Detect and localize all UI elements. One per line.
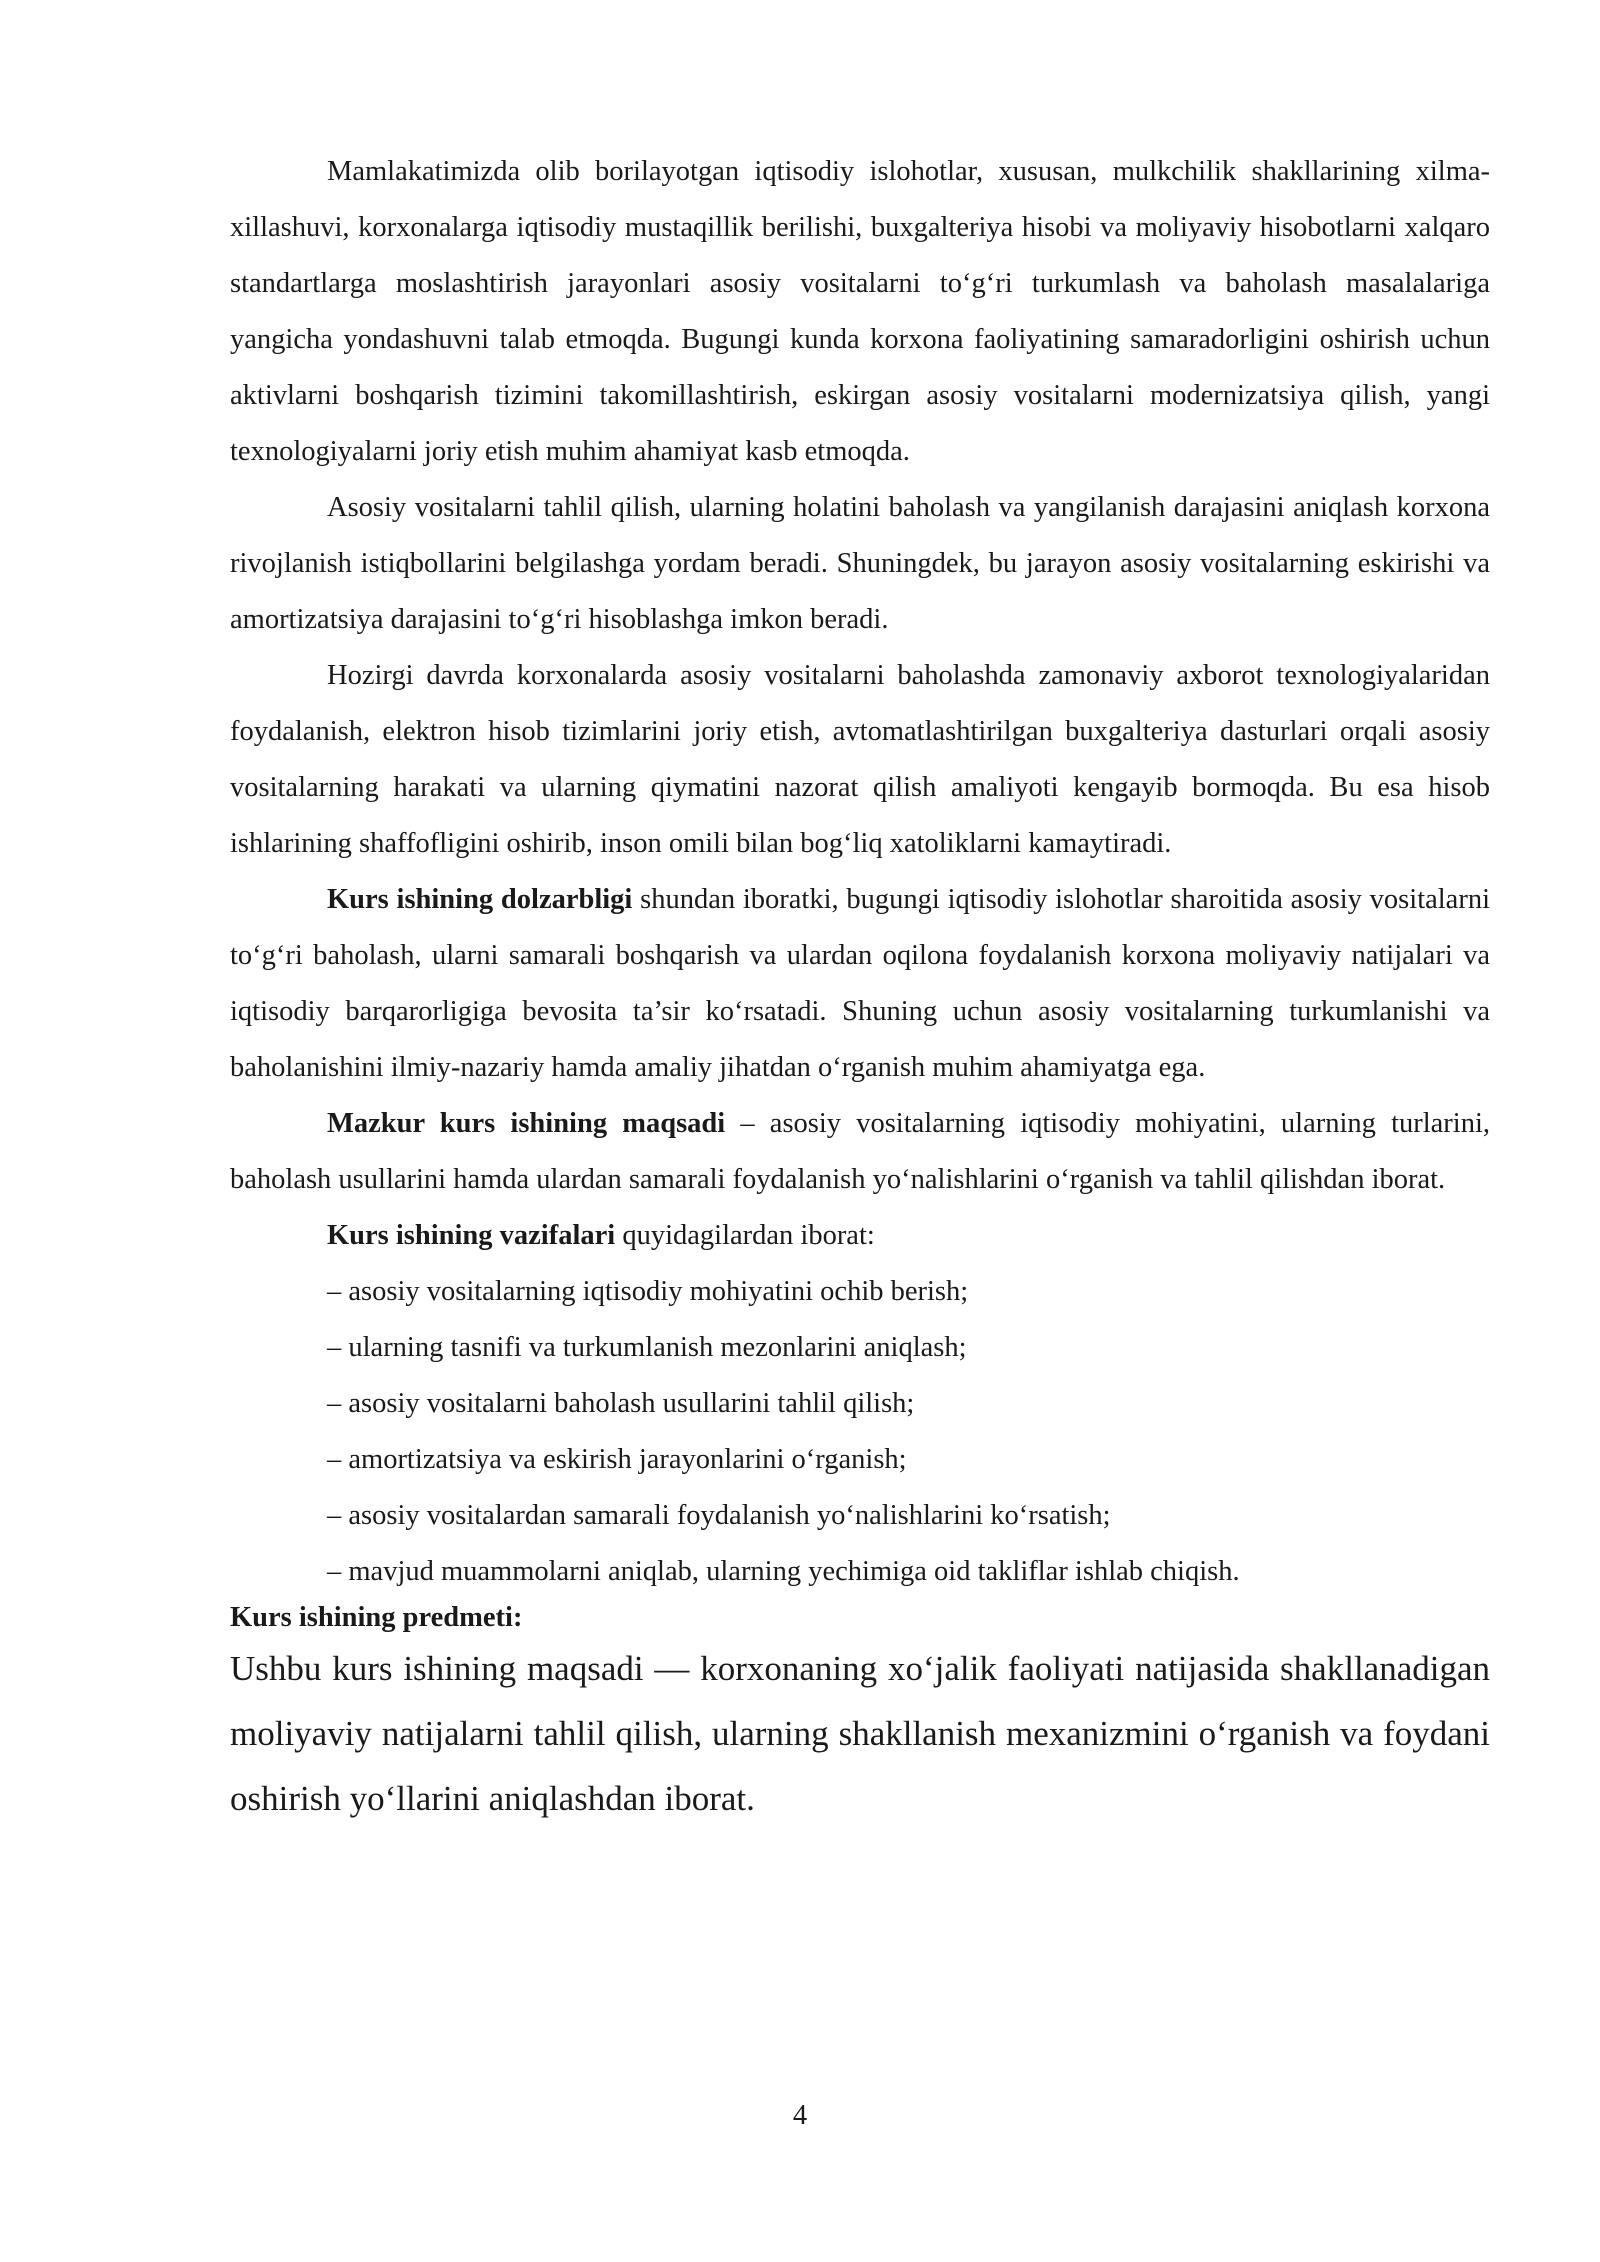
paragraph-intro: Mamlakatimizda olib borilayotgan iqtisodiy islohotlar, xususan, mulkchilik shakllarining xilma-xillashuvi, korxonalarga iqtisodiy mustaqillik berilishi, buxgalteriya hisobi va moliyaviy hisobotlarni xalqaro standartlarga moslashtirish jarayonlari asosiy vositalarni to‘g‘ri turkumlash va baholash masalalariga yangicha yondashuvni talab etmoqda. Bugungi kunda korxona faoliyatining samaradorligini oshirish uchun aktivlarni boshqarish tizimini takomillashtirish, eskirgan asosiy vositalarni modernizatsiya qilish, yangi texnologiyalarni joriy etish muhim ahamiyat kasb etmoqda. [230,156,1490,467]
relevance-heading: Kurs ishining dolzarbligi [327,884,633,915]
paragraph-analysis: Asosiy vositalarni tahlil qilish, ularning holatini baholash va yangilanish darajasini aniqlash korxona rivojlanish istiqbollarini belgilashga yordam beradi. Shuningdek, bu jarayon asosiy vositalarning eskirishi va amortizatsiya darajasini to‘g‘ri hisoblashga imkon beradi. [230,492,1490,635]
tasks-intro-text: quyidagilardan iborat: [615,1220,875,1251]
relevance-text: shundan iboratki, bugungi iqtisodiy islohotlar sharoitida asosiy vositalarni to‘g‘ri baholash, ularni samarali boshqarish va ulardan oqilona foydalanish korxona moliyaviy natijalari va iqtisodiy barqarorligiga bevosita ta’sir ko‘rsatadi. Shuning uchun asosiy vositalarning turkumlanishi va baholanishini ilmiy-nazariy hamda amaliy jihatdan o‘rganish muhim ahamiyatga ega. [230,884,1490,1083]
tasks-list [230,1264,1490,1600]
paragraph-technology: Hozirgi davrda korxonalarda asosiy vositalarni baholashda zamonaviy axborot texnologiyalaridan foydalanish, elektron hisob tizimlarini joriy etish, avtomatlashtirilgan buxgalteriya dasturlari orqali asosiy vositalarning harakati va ularning qiymatini nazorat qilish amaliyoti kengayib bormoqda. Bu esa hisob ishlarining shaffofligini oshirib, inson omili bilan bog‘liq xatoliklarni kamaytiradi. [230,660,1490,859]
subject-body: Ushbu kurs ishining maqsadi — korxonaning xo‘jalik faoliyati natijasida shakllanadigan moliyaviy natijalarni tahlil qilish, ularning shakllanish mexanizmini o‘rganish va foydani oshirish yo‘llarini aniqlashdan iborat. [230,1649,1490,1818]
list-item: – asosiy vositalardan samarali foydalanish yo‘nalishlarini ko‘rsatish; [327,1500,1111,1531]
list-item: – mavjud muammolarni aniqlab, ularning yechimiga oid takliflar ishlab chiqish. [327,1556,1240,1587]
goal-text: – asosiy vositalarning iqtisodiy mohiyatini, ularning turlarini, baholash usullarini hamda ulardan samarali foydalanish yo‘nalishlarini o‘rganish va tahlil qilishdan iborat. [230,1108,1490,1195]
tasks-heading: Kurs ishining vazifalari [327,1220,616,1251]
paragraph-relevance [230,872,1490,1096]
list-item: – amortizatsiya va eskirish jarayonlarini o‘rganish; [327,1444,907,1475]
subject-heading: Kurs ishining predmeti: [230,1602,523,1633]
page-number: 4 [792,2100,808,2131]
list-item: – asosiy vositalarning iqtisodiy mohiyatini ochib berish; [327,1276,969,1307]
paragraph-goal [230,1096,1490,1208]
paragraph-tasks-intro [230,1208,1490,1264]
list-item: – ularning tasnifi va turkumlanish mezonlarini aniqlash; [327,1332,967,1363]
goal-heading: Mazkur kurs ishining maqsadi [327,1108,726,1139]
document-body [230,144,1490,1831]
list-item: – asosiy vositalarni baholash usullarini tahlil qilish; [327,1388,915,1419]
